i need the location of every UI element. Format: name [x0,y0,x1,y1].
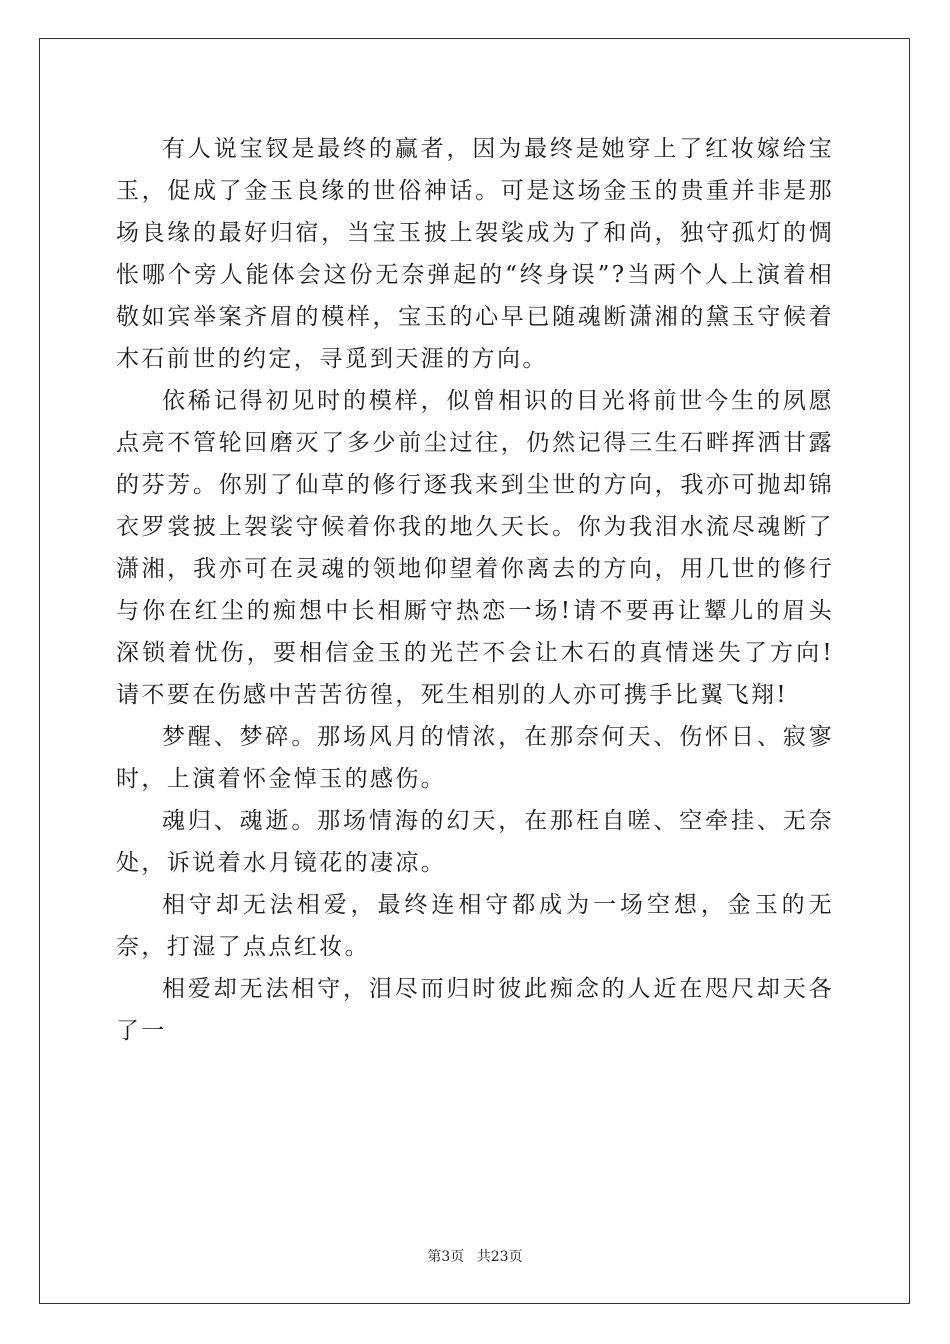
page-footer [0,1246,950,1266]
document-body [116,128,834,1052]
paragraph: 魂归、魂逝。那场情海的幻天，在那枉自嗟、空牵挂、无奈处，诉说着水月镜花的凄凉。 [116,808,834,876]
page-number: 第3页 [427,1249,465,1265]
paragraph: 有人说宝钗是最终的赢者，因为最终是她穿上了红妆嫁给宝玉，促成了金玉良缘的世俗神话。可是这场金玉的贵重并非是那场良缘的最好归宿，当宝玉披上袈裟成为了和尚，独守孤灯的惆怅哪个旁人能体会这份无奈弹起的“终身误”?当两个人上演着相敬如宾举案齐眉的模样，宝玉的心早已随魂断潇湘的黛玉守候着木石前世的约定，寻觅到天涯的方向。 [116,136,834,372]
paragraph: 依稀记得初见时的模样，似曾相识的目光将前世今生的夙愿点亮不管轮回磨灭了多少前尘过往，仍然记得三生石畔挥洒甘露的芬芳。你别了仙草的修行逐我来到尘世的方向，我亦可抛却锦衣罗裳披上袈裟守候着你我的地久天长。你为我泪水流尽魂断了潇湘，我亦可在灵魂的领地仰望着你离去的方向，用几世的修行与你在红尘的痴想中长相厮守热恋一场!请不要再让颦儿的眉头深锁着忧伤，要相信金玉的光芒不会让木石的真情迷失了方向!请不要在伤感中苦苦彷徨，死生相别的人亦可携手比翼飞翔! [116,388,834,708]
paragraph: 相守却无法相爱，最终连相守都成为一场空想，金玉的无奈，打湿了点点红妆。 [116,892,834,960]
paragraph: 梦醒、梦碎。那场风月的情浓，在那奈何天、伤怀日、寂寥时，上演着怀金悼玉的感伤。 [116,724,834,792]
paragraph: 相爱却无法相守，泪尽而归时彼此痴念的人近在咫尺却天各了一 [116,976,834,1044]
page-total: 共23页 [476,1249,523,1265]
